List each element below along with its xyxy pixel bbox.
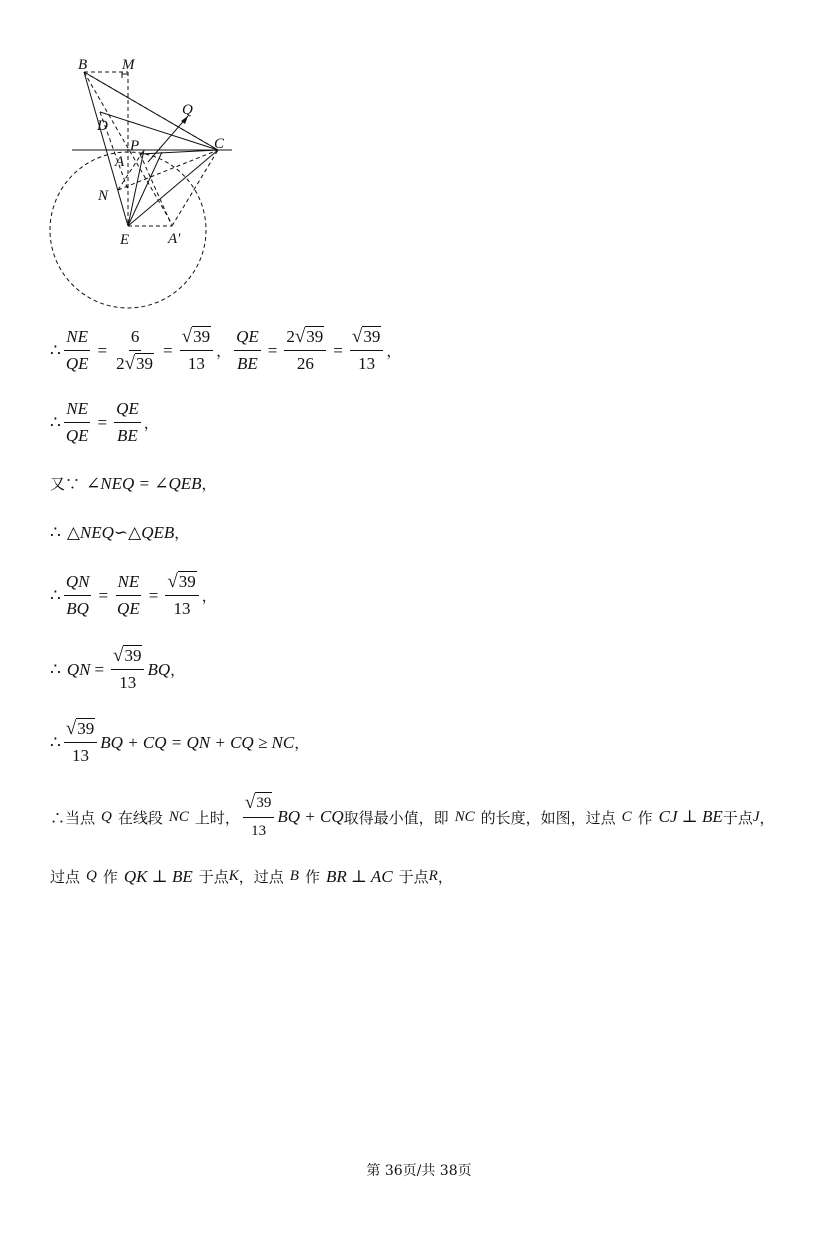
equation-line-6: ∴ QN = √ 39 13 BQ ，: [50, 645, 186, 692]
label-Q: Q: [182, 102, 193, 118]
label-M: M: [122, 57, 135, 73]
equation-line-1: ∴ $\frac{NE}{QE}$ = 6 2 √ 39 = √ 39 13 ， $\frac{QE}{BE}$ = 2 √ 39 26 = √ 39 13 ，: [50, 326, 402, 374]
label-A-prime: A′: [168, 231, 181, 247]
fraction-ne-over-qe-2: $\frac{NE}{QE}$: [65, 399, 89, 445]
fraction-qn-over-bq: $\frac{QN}{BQ}$: [65, 572, 90, 618]
therefore-symbol: ∴: [50, 340, 61, 360]
fraction-root39-over-13-b: √ 39 13: [350, 326, 383, 375]
fraction-root39-over-13-c: √ 39 13: [165, 571, 198, 620]
label-D: D: [97, 118, 108, 134]
equation-line-4: ∴ △NEQ∽△QEB ，: [50, 522, 190, 542]
fraction-root39-over-13: √ 39 13: [180, 326, 213, 375]
fraction-root39-over-13-e: √ 39 13: [64, 718, 97, 767]
label-B: B: [78, 57, 88, 73]
label-P: P: [130, 138, 140, 154]
equation-line-3: 又∵ ∠NEQ = ∠QEB ，: [50, 473, 217, 493]
fraction-6-over-2root39: 6 2 √ 39: [116, 327, 154, 374]
fraction-ne-over-qe: $\frac{NE}{QE}$: [65, 327, 89, 373]
label-N: N: [98, 188, 109, 204]
page-number: 第 36页/共 38页: [366, 1163, 472, 1179]
geometry-figure: [40, 50, 250, 315]
label-E: E: [120, 232, 130, 248]
label-A: A: [115, 154, 125, 170]
text-line-8: ∴当点 Q 在线段 NC 上时， √ 39 13 BQ + CQ 取得最小值，即 NC 的长度，如图，过点 C 作 CJ ⊥ BE 于点 J ，: [50, 792, 775, 842]
equation-line-2: ∴ $\frac{NE}{QE}$ = $\frac{QE}{BE}$ ，: [50, 399, 159, 445]
fraction-root39-over-13-d: √ 39 13: [111, 645, 144, 694]
equation-line-7: ∴ √ 39 13 BQ + CQ = QN + CQ ≥ NC ，: [50, 718, 310, 765]
fraction-qe-over-be: $\frac{QE}{BE}$: [236, 327, 259, 373]
fraction-ne-over-qe-3: $\frac{NE}{QE}$: [117, 572, 140, 618]
fraction-root39-over-13-f: √ 39 13: [243, 792, 274, 842]
fraction-2root39-over-26: 2 √ 39 26: [284, 326, 326, 375]
equation-line-5: ∴ $\frac{QN}{BQ}$ = $\frac{NE}{QE}$ = √ 39 13 ，: [50, 571, 217, 618]
text-line-9: 过点 Q 作 QK ⊥ BE 于点 K ，过点 B 作 BR ⊥ AC 于点 R ，: [50, 866, 453, 886]
fraction-qe-over-be-2: $\frac{QE}{BE}$: [116, 399, 139, 445]
label-C: C: [214, 136, 225, 152]
